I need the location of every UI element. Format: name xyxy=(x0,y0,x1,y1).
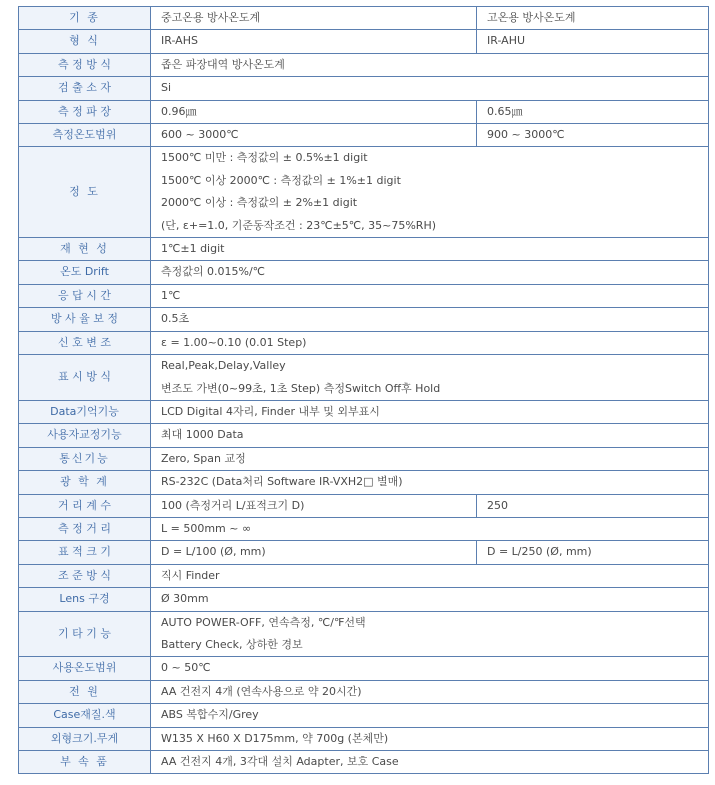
row-label: 재 현 성 xyxy=(19,238,151,261)
value-line: 1500℃ 이상 2000℃ : 측정값의 ± 1%±1 digit xyxy=(161,173,401,187)
row-label: Lens 구경 xyxy=(19,588,151,611)
row-label: 사용온도범위 xyxy=(19,657,151,680)
row-value: 1℃ xyxy=(151,284,709,307)
row-label: 측 정 파 장 xyxy=(19,100,151,123)
row-value: LCD Digital 4자리, Finder 내부 및 외부표시 xyxy=(151,400,709,423)
value-line: (단, ε+=1.0, 기준동작조건 : 23℃±5℃, 35~75%RH) xyxy=(161,218,437,232)
value-ahu: 고온용 방사온도계 xyxy=(477,7,709,30)
value-ahs: 중고온용 방사온도계 xyxy=(151,7,477,30)
row-label: 기 타 기 능 xyxy=(19,611,151,657)
table-row xyxy=(19,494,709,517)
row-label: 기 종 xyxy=(19,7,151,30)
row-label: Case재질.색 xyxy=(19,704,151,727)
row-value: 좁은 파장대역 방사온도계 xyxy=(151,53,709,76)
table-row xyxy=(19,727,709,750)
row-value: ABS 복합수지/Grey xyxy=(151,704,709,727)
table-row xyxy=(19,751,709,774)
row-value: 0 ~ 50℃ xyxy=(151,657,709,680)
row-value: 측정값의 0.015%/℃ xyxy=(151,261,709,284)
row-value: ε = 1.00~0.10 (0.01 Step) xyxy=(151,331,709,354)
spec-table xyxy=(18,6,709,774)
row-value: W135 X H60 X D175mm, 약 700g (본체만) xyxy=(151,727,709,750)
value-ahs: 100 (측정거리 L/표적크기 D) xyxy=(151,494,477,517)
row-label: 측 정 거 리 xyxy=(19,517,151,540)
row-value: AA 건전지 4개 (연속사용으로 약 20시간) xyxy=(151,680,709,703)
table-row xyxy=(19,704,709,727)
table-row xyxy=(19,680,709,703)
value-ahu: 900 ~ 3000℃ xyxy=(477,124,709,147)
value-line: AUTO POWER-OFF, 연속측정, ℃/℉선택 xyxy=(161,615,366,629)
row-value: Si xyxy=(151,77,709,100)
table-row xyxy=(19,77,709,100)
row-value xyxy=(151,147,709,238)
table-row xyxy=(19,447,709,470)
row-label: 온도 Drift xyxy=(19,261,151,284)
row-value: 직시 Finder xyxy=(151,564,709,587)
row-label: 신 호 변 조 xyxy=(19,331,151,354)
row-value: 1℃±1 digit xyxy=(151,238,709,261)
row-value: Zero, Span 교정 xyxy=(151,447,709,470)
value-ahu: 0.65㎛ xyxy=(477,100,709,123)
table-row xyxy=(19,308,709,331)
value-line: 변조도 가변(0~99초, 1초 Step) 측정Switch Off후 Hold xyxy=(161,381,441,395)
value-line: Real,Peak,Delay,Valley xyxy=(161,359,286,373)
value-ahs: IR-AHS xyxy=(151,30,477,53)
value-ahu: IR-AHU xyxy=(477,30,709,53)
row-label: 정 도 xyxy=(19,147,151,238)
table-row xyxy=(19,238,709,261)
value-ahu: D = L/250 (Ø, mm) xyxy=(477,541,709,564)
table-row xyxy=(19,541,709,564)
row-label: 측정온도범위 xyxy=(19,124,151,147)
row-label: 표 시 방 식 xyxy=(19,355,151,401)
value-line: 1500℃ 미만 : 측정값의 ± 0.5%±1 digit xyxy=(161,151,368,165)
row-value: 최대 1000 Data xyxy=(151,424,709,447)
table-row xyxy=(19,355,709,401)
table-row xyxy=(19,147,709,238)
row-label: 검 출 소 자 xyxy=(19,77,151,100)
row-label: 방 사 율 보 정 xyxy=(19,308,151,331)
table-row xyxy=(19,261,709,284)
row-value: 0.5초 xyxy=(151,308,709,331)
table-row xyxy=(19,424,709,447)
row-label: 광 학 계 xyxy=(19,471,151,494)
row-label: 사용자교정기능 xyxy=(19,424,151,447)
value-ahs: 600 ~ 3000℃ xyxy=(151,124,477,147)
row-label: 거 리 계 수 xyxy=(19,494,151,517)
table-row xyxy=(19,400,709,423)
table-row xyxy=(19,284,709,307)
table-row xyxy=(19,30,709,53)
value-line: Battery Check, 상하한 경보 xyxy=(161,637,303,651)
row-label: Data기억기능 xyxy=(19,400,151,423)
row-label: 응 답 시 간 xyxy=(19,284,151,307)
table-row xyxy=(19,100,709,123)
table-row xyxy=(19,331,709,354)
row-value xyxy=(151,611,709,657)
row-value: Ø 30mm xyxy=(151,588,709,611)
value-ahu: 250 xyxy=(477,494,709,517)
value-ahs: 0.96㎛ xyxy=(151,100,477,123)
table-row xyxy=(19,471,709,494)
row-label: 형 식 xyxy=(19,30,151,53)
table-row xyxy=(19,611,709,657)
table-row xyxy=(19,53,709,76)
table-row xyxy=(19,124,709,147)
table-row xyxy=(19,588,709,611)
row-value: AA 건전지 4개, 3각대 설치 Adapter, 보호 Case xyxy=(151,751,709,774)
row-label: 통신기능 xyxy=(19,447,151,470)
row-label: 부 속 품 xyxy=(19,751,151,774)
table-row xyxy=(19,657,709,680)
row-label: 표 적 크 기 xyxy=(19,541,151,564)
table-row xyxy=(19,564,709,587)
row-label: 전 원 xyxy=(19,680,151,703)
row-label: 조 준 방 식 xyxy=(19,564,151,587)
value-ahs: D = L/100 (Ø, mm) xyxy=(151,541,477,564)
row-value: RS-232C (Data처리 Software IR-VXH2□ 별매) xyxy=(151,471,709,494)
row-value: L = 500mm ~ ∞ xyxy=(151,517,709,540)
value-line: 2000℃ 이상 : 측정값의 ± 2%±1 digit xyxy=(161,196,358,210)
spec-table-body xyxy=(19,7,709,774)
row-label: 측 정 방 식 xyxy=(19,53,151,76)
table-row xyxy=(19,517,709,540)
table-row xyxy=(19,7,709,30)
row-label: 외형크기.무게 xyxy=(19,727,151,750)
row-value xyxy=(151,355,709,401)
